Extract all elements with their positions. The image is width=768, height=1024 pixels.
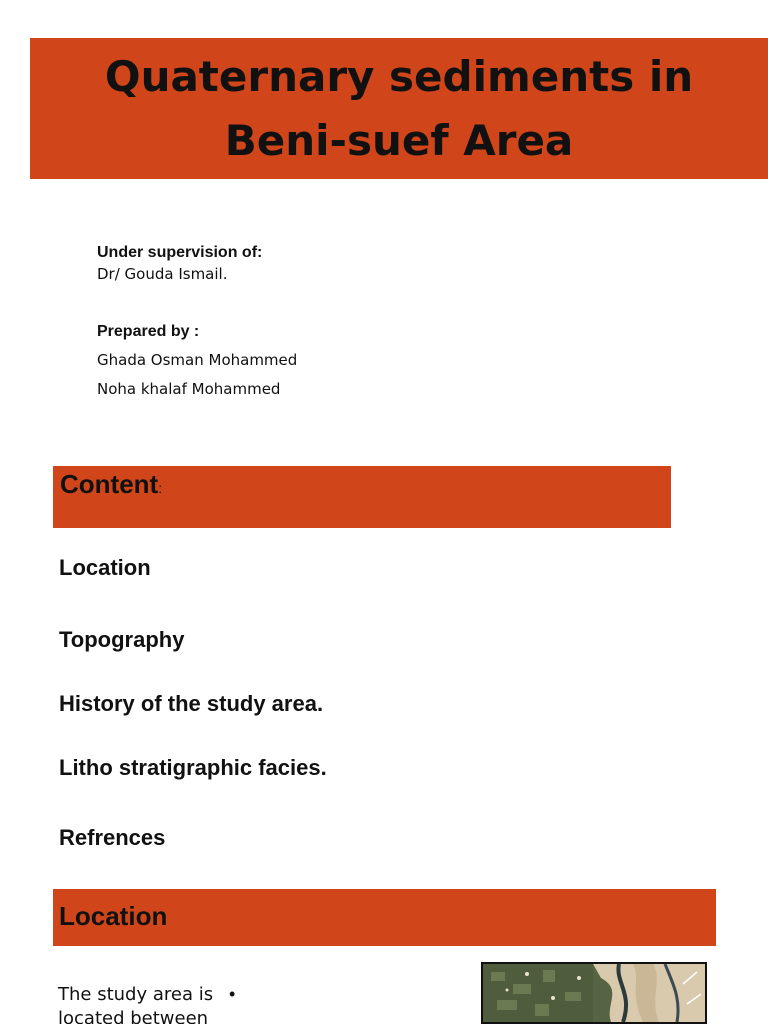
title-banner <box>30 38 768 179</box>
satellite-map-image <box>481 962 707 1024</box>
toc-item-topography: Topography <box>59 627 185 652</box>
author-name: Noha khalaf Mohammed <box>97 380 281 398</box>
contents-banner <box>53 466 671 528</box>
location-text-line: The study area is <box>58 984 214 1005</box>
toc-item-litho-facies: Litho stratigraphic facies. <box>59 755 327 780</box>
contents-heading <box>60 469 162 500</box>
toc-item-references: Refrences <box>59 825 166 850</box>
supervisor-name: Dr/ Gouda Ismail. <box>97 265 228 283</box>
bullet-icon: • <box>229 984 236 1004</box>
document-title <box>49 45 749 173</box>
supervision-label: Under supervision of: <box>97 244 263 261</box>
location-text-line: located between <box>58 1008 209 1024</box>
author-name: Ghada Osman Mohammed <box>97 351 298 369</box>
contents-heading-colon: : <box>158 480 163 496</box>
toc-item-history: History of the study area. <box>59 691 324 716</box>
location-heading: Location <box>59 901 168 931</box>
title-line-2: Beni-suef Area <box>224 115 574 165</box>
prepared-by-label: Prepared by : <box>97 323 200 340</box>
title-line-1: Quaternary sediments in <box>104 51 694 101</box>
location-banner <box>53 889 716 946</box>
contents-heading-text: Content <box>60 469 159 499</box>
satellite-map-graphic <box>483 964 705 1022</box>
toc-item-location: Location <box>59 555 151 580</box>
